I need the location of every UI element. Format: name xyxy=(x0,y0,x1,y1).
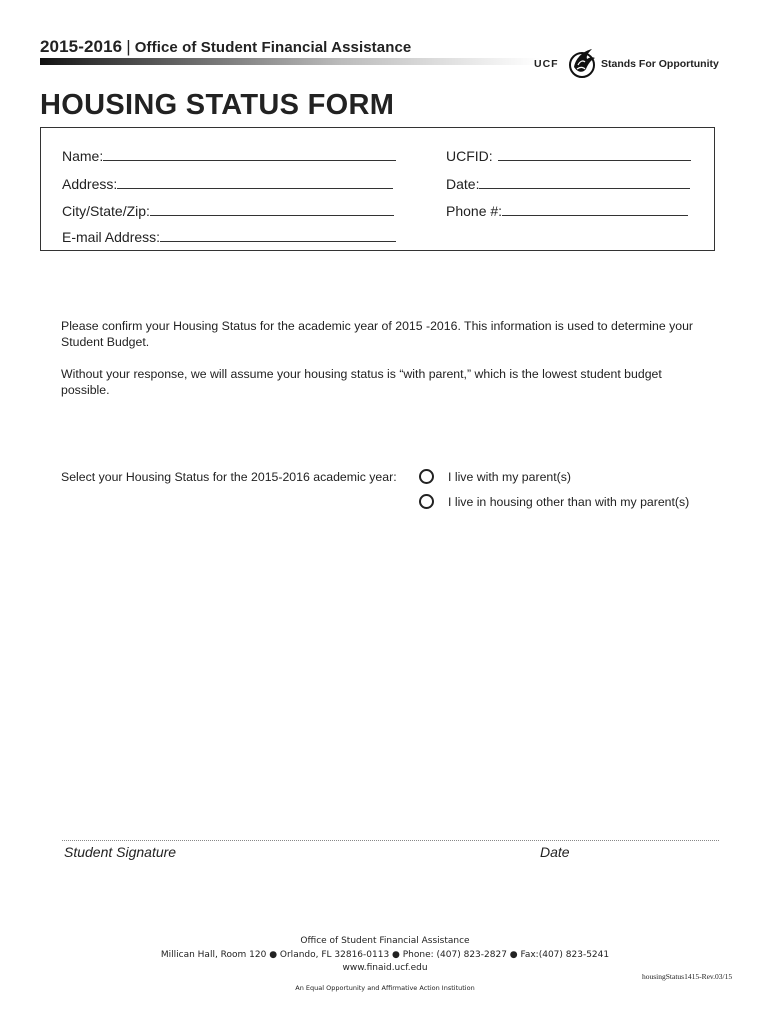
city-input-line[interactable] xyxy=(150,201,394,216)
address-label: Address: xyxy=(62,176,118,192)
footer-eeo-statement: An Equal Opportunity and Affirmative Action Institution xyxy=(295,984,475,992)
footer-address: Millican Hall, Room 120 ● Orlando, FL 32816-0113 ● Phone: (407) 823-2827 ● Fax:(407) 823-5241 xyxy=(160,950,610,960)
ucfid-label: UCFID: xyxy=(446,148,493,164)
ucf-tagline: Stands For Opportunity xyxy=(601,58,719,70)
signature-line[interactable] xyxy=(62,840,719,841)
city-field xyxy=(62,201,394,219)
header-gradient-bar xyxy=(40,58,540,65)
header-year: 2015-2016 xyxy=(40,37,123,56)
name-input-line[interactable] xyxy=(103,146,396,161)
instruction-paragraph-1: Please confirm your Housing Status for the academic year of 2015 -2016. This information is used to determine your Student Budget. xyxy=(61,319,694,349)
ucf-logo-text: UCF xyxy=(534,58,559,70)
radio-with-parents[interactable] xyxy=(419,469,434,484)
city-label: City/State/Zip: xyxy=(62,203,150,219)
header-separator: | xyxy=(126,37,131,56)
date-label: Date: xyxy=(446,176,480,192)
option-other-housing-label: I live in housing other than with my parent(s) xyxy=(448,495,690,509)
radio-other-housing[interactable] xyxy=(419,494,434,509)
instruction-paragraph-2: Without your response, we will assume your housing status is “with parent,” which is the lowest student budget possible. xyxy=(61,367,662,397)
student-signature-label: Student Signature xyxy=(64,844,177,860)
address-field xyxy=(62,174,393,192)
ucfid-input-line[interactable] xyxy=(498,146,691,161)
header-office: Office of Student Financial Assistance xyxy=(134,39,412,56)
phone-input-line[interactable] xyxy=(502,201,688,216)
phone-label: Phone #: xyxy=(446,203,503,219)
address-input-line[interactable] xyxy=(117,174,393,189)
form-code: housingStatus1415-Rev.03/15 xyxy=(642,972,733,981)
phone-field xyxy=(446,201,688,219)
option-with-parents-label: I live with my parent(s) xyxy=(448,470,571,484)
pegasus-logo-icon xyxy=(566,45,598,79)
email-field xyxy=(62,227,396,245)
email-label: E-mail Address: xyxy=(62,229,161,245)
footer-website: www.finaid.ucf.edu xyxy=(342,963,428,973)
header-title xyxy=(40,37,411,57)
footer-office: Office of Student Financial Assistance xyxy=(300,936,470,946)
name-field xyxy=(62,146,396,164)
name-label: Name: xyxy=(62,148,104,164)
signature-date-label: Date xyxy=(540,844,570,860)
form-title: HOUSING STATUS FORM xyxy=(40,89,395,121)
date-input-line[interactable] xyxy=(479,174,690,189)
ucfid-field xyxy=(446,146,691,164)
housing-status-question: Select your Housing Status for the 2015-2016 academic year: xyxy=(61,470,397,484)
date-field xyxy=(446,174,690,192)
email-input-line[interactable] xyxy=(160,227,396,242)
